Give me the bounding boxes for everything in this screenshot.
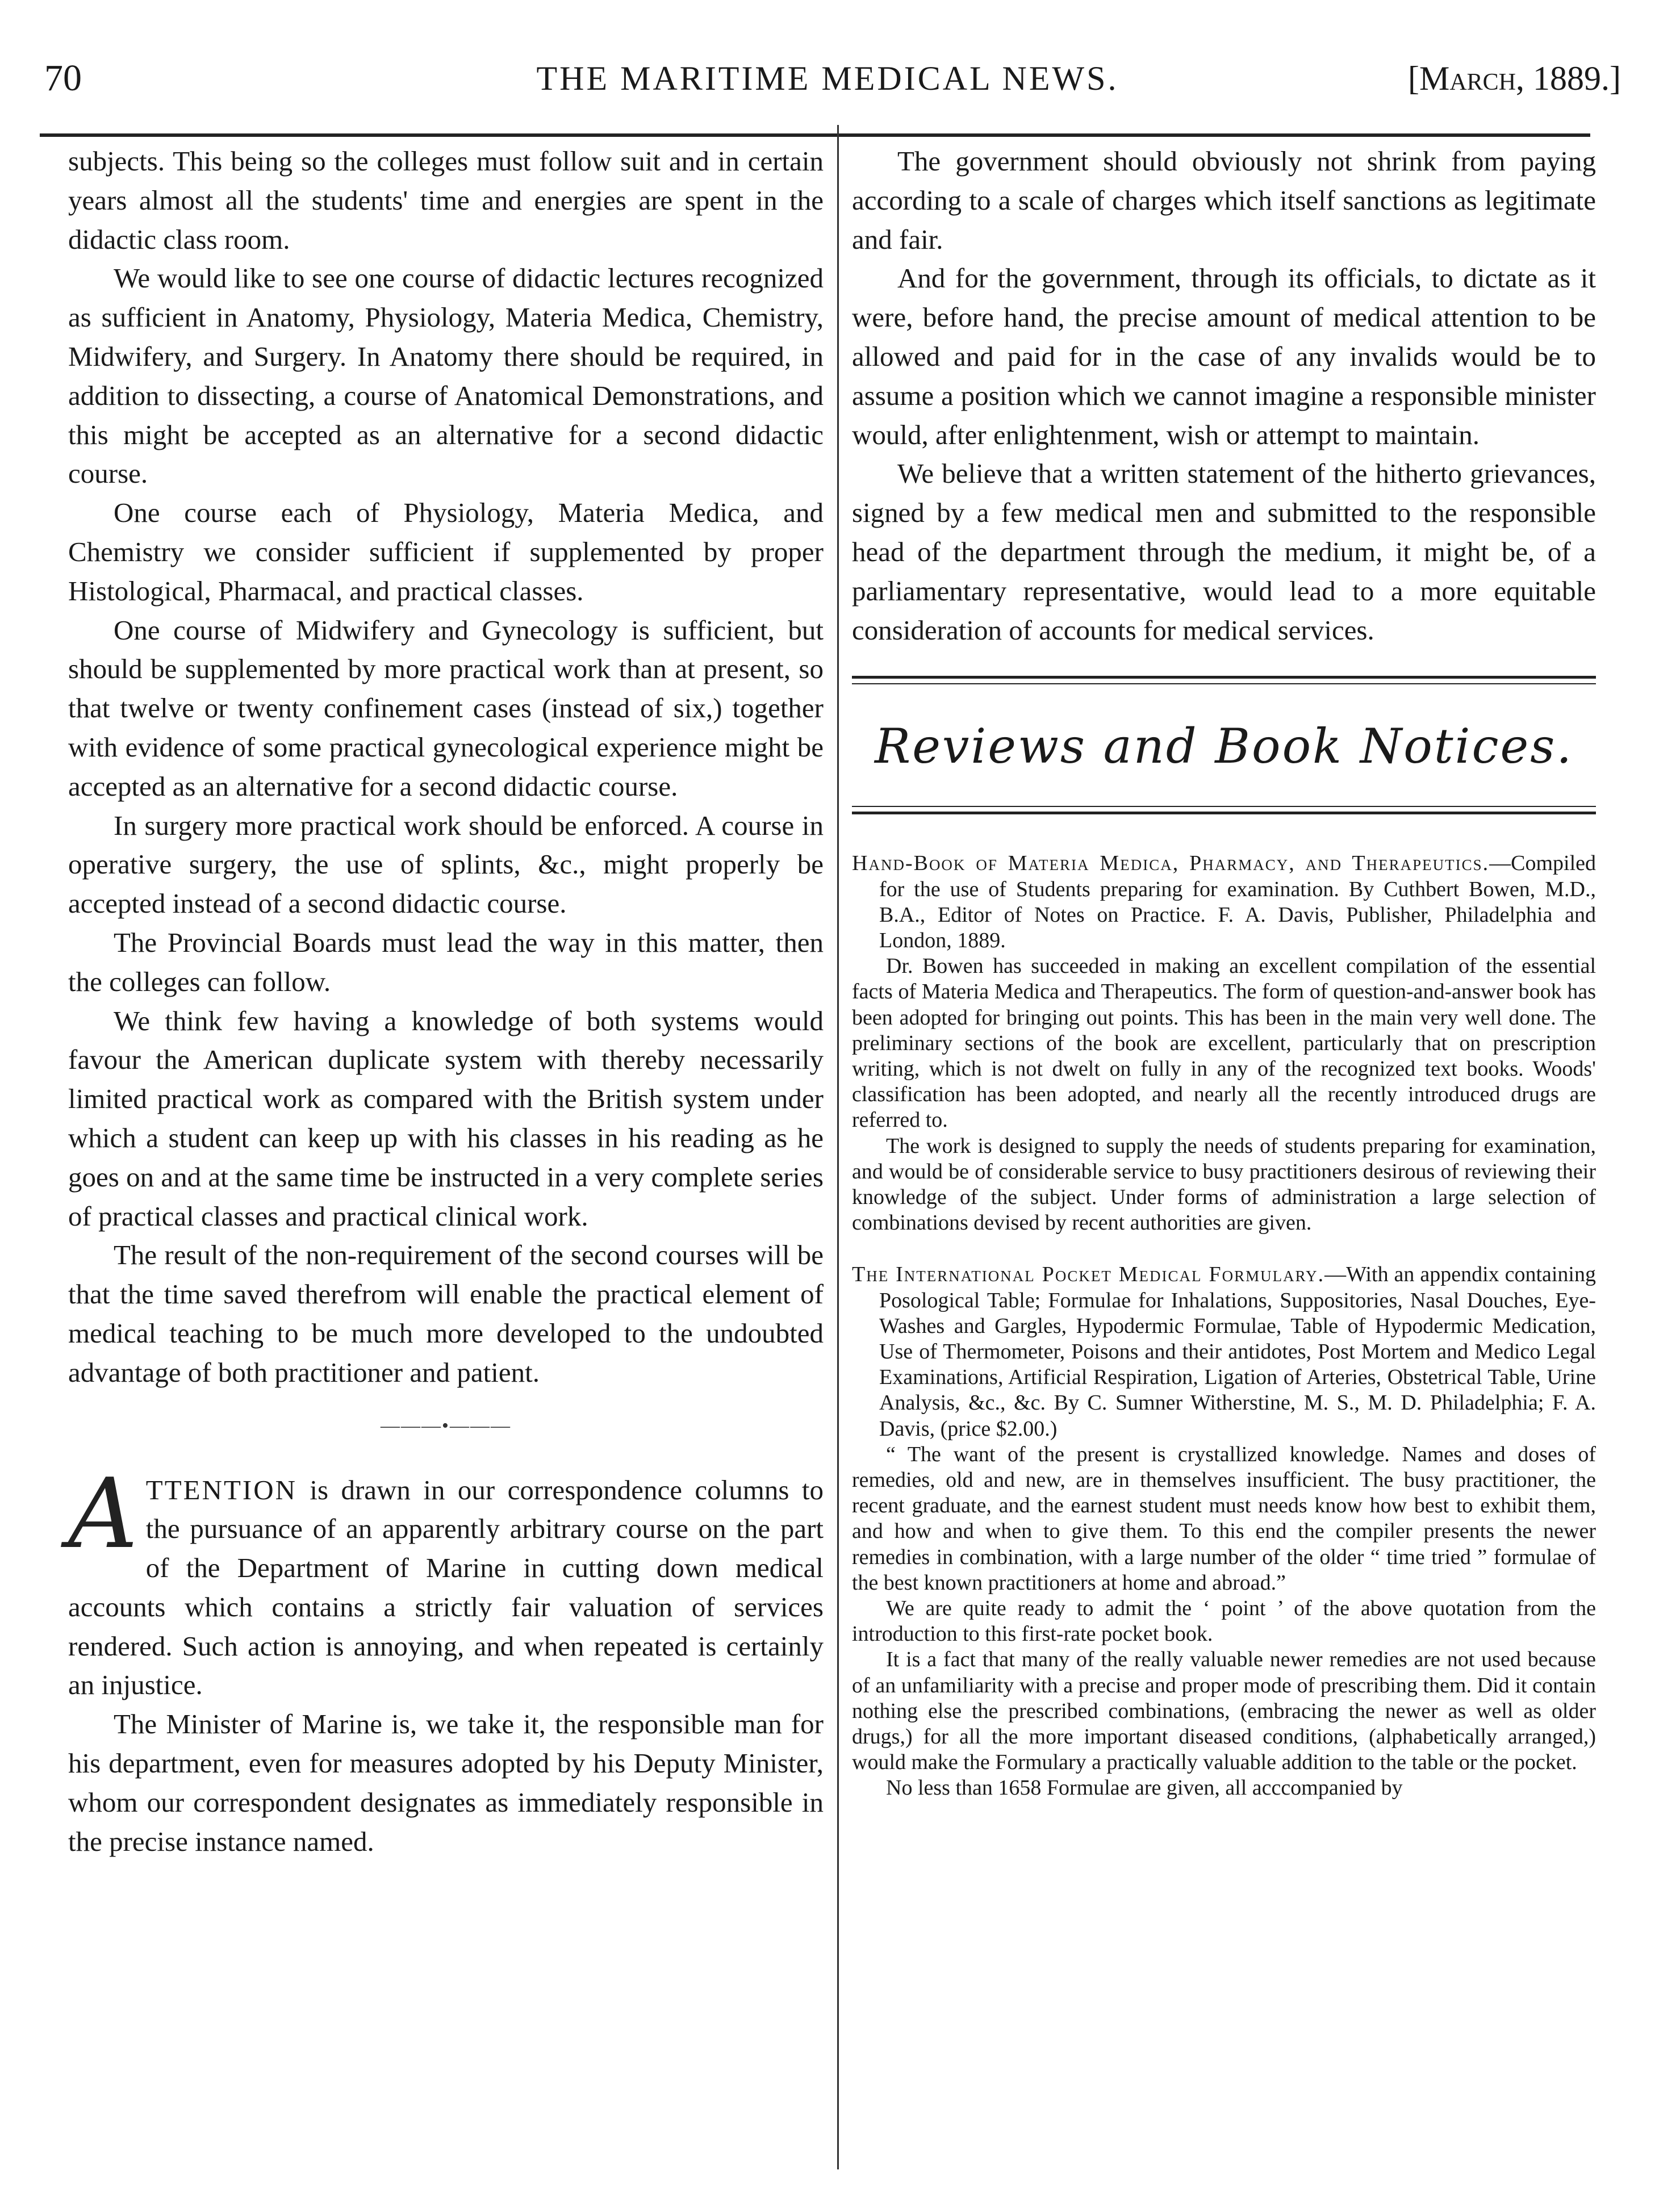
paragraph: The result of the non-requirement of the second courses will be that the time saved therefrom will enable the practical element of medical teaching to be much more developed to the undoubted advantage of both practitioner and patient. [68,1239,824,1388]
review-paragraph: “ The want of the present is crystallized knowledge. Names and doses of remedies, old and new, are in themselves insufficient. The busy practitioner, the recent graduate, and the earnest student must needs know how best to exhibit them, and how and when to give them. To this end the compiler presents the newer remedies in combination, with a large number of the older “ time tried ” formulae of the best known practitioners at home and abroad.” [852,1442,1596,1595]
review-citation: —Compiled for the use of Students preparing for examination. By Cuthbert Bowen, M.D., B.A., Editor of Notes on Practice. F. A. Davis, Publisher, Philadelphia and London, 1889. [879,851,1596,952]
left-column [68,142,824,1861]
issue-date: [March, 1889.] [1408,60,1621,97]
paragraph: One course of Midwifery and Gynecology is sufficient, but should be supplemented by more practical work than at present, so that twelve or twenty confinement cases (instead of six,) together with evidence of some practical gynecological experience might be accepted as an alternative for a second didactic course. [68,614,824,802]
paragraph: subjects. This being so the colleges must follow suit and in certain years almost all the students' time and energies are spent in the didactic class room. [68,145,824,255]
journal-title: THE MARITIME MEDICAL NEWS. [536,60,1119,97]
paragraph: The government should obviously not shrink from paying according to a scale of charges which itself sanctions as legitimate and fair. [852,145,1596,255]
attention-text: is drawn in our correspondence columns to the pursuance of an apparently arbitrary course on the part of the Department of Marine in cutting down medical accounts which contains a strictly fair valuation of services rendered. Such action is annoying, and when repeated is certainly an injustice. [68,1474,824,1701]
right-column [852,142,1596,1801]
attention-paragraph [68,1457,824,1705]
attention-lead: TTENTION [145,1474,297,1506]
review-heading [852,851,1596,954]
review-spacer [852,1236,1596,1262]
review-paragraph: The work is designed to supply the needs of students preparing for examination, and would be of considerable service to busy practitioners desirous of reviewing their knowledge of the subject. Under forms of administration a large selection of combinations devised by recent authorities are given. [852,1134,1596,1235]
section-rule-bottom [852,806,1596,814]
paragraph: We believe that a written statement of the hitherto grievances, signed by a few medical men and submitted to the responsible head of the department through the medium, it might be, of a parliamentary representative, would lead to a more equitable consideration of accounts for medical services. [852,458,1596,646]
paragraph: We would like to see one course of didactic lectures recognized as sufficient in Anatomy, Physiology, Materia Medica, Chemistry, Midwifery, and Surgery. In Anatomy there should be required, in addition to dissecting, a course of Anatomical Demonstrations, and this might be accepted as an alternative for a second didactic course. [68,262,824,490]
review-heading [852,1262,1596,1441]
column-divider [837,125,839,2169]
paragraph: And for the government, through its officials, to dictate as it were, before hand, the precise amount of medical attention to be allowed and paid for in the case of any invalids would be to assume a position which we cannot imagine a responsible minister would, after enlightenment, wish or attempt to maintain. [852,262,1596,450]
paragraph: In surgery more practical work should be enforced. A course in operative surgery, the use of splints, &c., might properly be accepted instead of a second didactic course. [68,809,824,919]
section-rule-top [852,676,1596,684]
review-title: The International Pocket Medical Formulary. [852,1262,1325,1287]
paragraph: The Provincial Boards must lead the way in this matter, then the colleges can follow. [68,926,824,997]
section-title: Reviews and Book Notices. [874,718,1574,775]
paragraph: One course each of Physiology, Materia Medica, and Chemistry we consider sufficient if supplemented by proper Histological, Pharmacal, and practical classes. [68,497,824,607]
page-number: 70 [44,57,82,99]
section-ornament: ———•——— [381,1415,511,1436]
review-paragraph: Dr. Bowen has succeeded in making an excellent compilation of the essential facts of Materia Medica and Therapeutics. The form of question-and-answer book has been adopted for bringing out points. This has been in the main very well done. The preliminary sections of the book are excellent, particularly that on prescription writing, which is not dwelt on fully in any of the recognized text books. Woods' classification has been adopted, and nearly all the recently introduced drugs are referred to. [852,954,1596,1132]
running-header [0,40,1655,102]
review-paragraph: It is a fact that many of the really valuable newer remedies are not used because of an unfamiliarity with a precise and proper mode of prescribing them. Did it contain nothing else the prescribed combinations, (embracing the newer as well as older drugs,) for all the more important diseased conditions, (alphabetically arranged,) would make the Formulary a practically valuable addition to the table or the pocket. [852,1647,1596,1775]
review-citation: —With an appendix containing Posological Table; Formulae for Inhalations, Suppositories, Nasal Douches, Eye-Washes and Gargles, Hypodermic Formulae, Table of Hypodermic Medication, Use of Thermometer, Poisons and their antidotes, Post Mortem and Medico Legal Examinations, Artificial Respiration, Ligation of Arteries, Obstetrical Table, Urine Analysis, &c., &c. By C. Sumner Witherstine, M. S., M. D. Philadelphia; F. A. Davis, (price $2.00.) [879,1262,1596,1441]
drop-cap: A [68,1457,138,1570]
paragraph: We think few having a knowledge of both systems would favour the American duplicate system with thereby necessarily limited practical work as compared with the British system under which a student can keep up with his classes in his reading as he goes on and at the same time be instructed in a very complete series of practical classes and practical clinical work. [68,1005,824,1232]
paragraph: The Minister of Marine is, we take it, the responsible man for his department, even for measures adopted by his Deputy Minister, whom our correspondent designates as immediately responsible in the precise instance named. [68,1708,824,1857]
review-paragraph: No less than 1658 Formulae are given, all acccompanied by [886,1776,1403,1800]
header-rule [40,133,1590,137]
review-title: Hand-Book of Materia Medica, Pharmacy, and Therapeutics. [852,851,1490,876]
review-paragraph: We are quite ready to admit the ‘ point ’ of the above quotation from the introduction to this first-rate pocket book. [852,1596,1596,1646]
